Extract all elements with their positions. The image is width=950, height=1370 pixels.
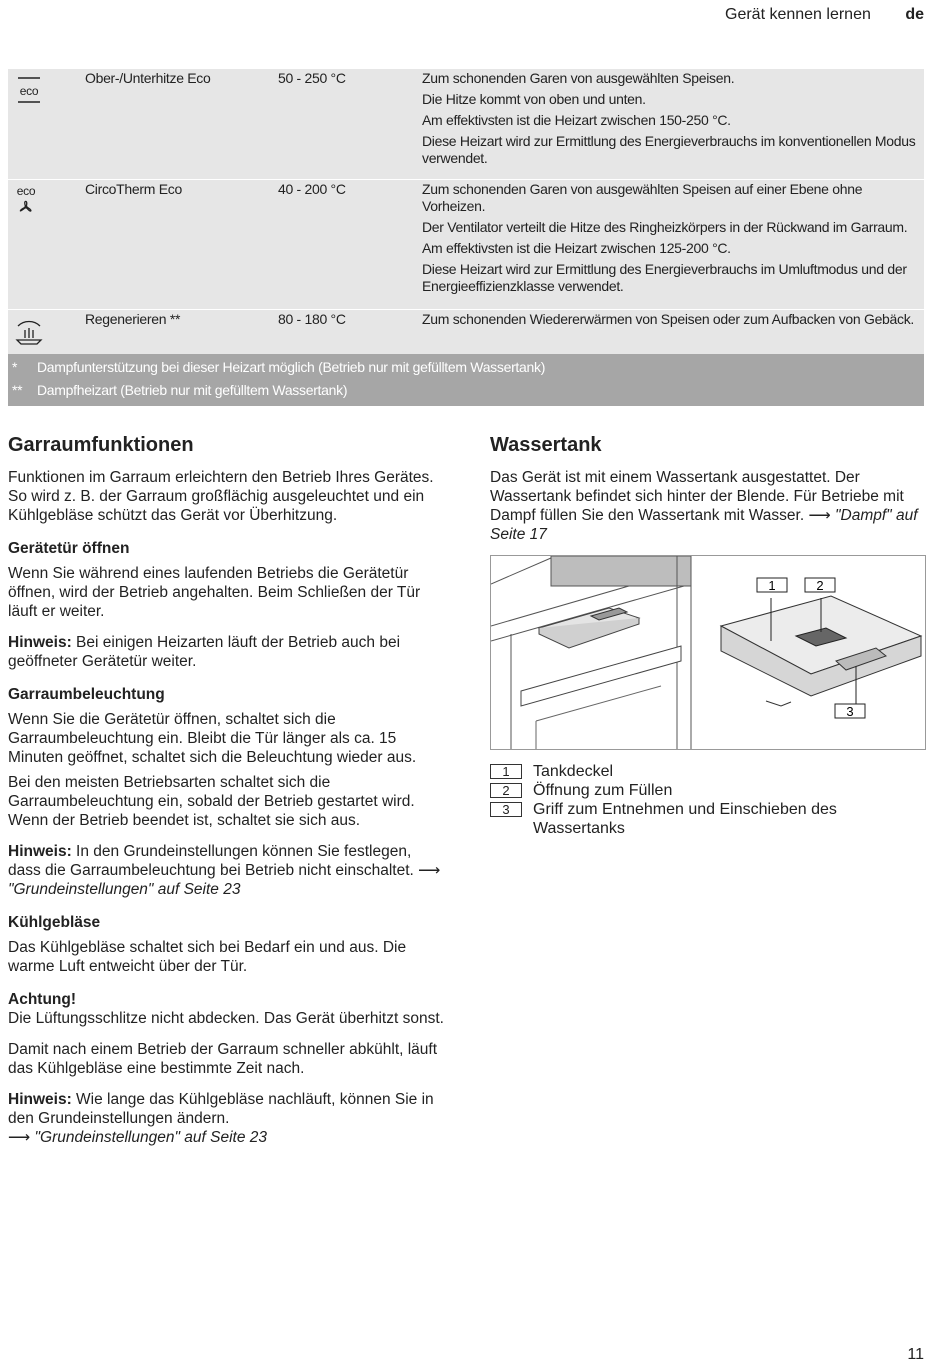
legend-item — [490, 781, 883, 800]
subheading-fan: Kühlgebläse — [8, 914, 101, 931]
cross-reference-link[interactable]: "Grundeinstellungen" auf Seite 23 — [8, 881, 241, 898]
light-paragraph-1: Wenn Sie die Gerätetür öffnen, schaltet sich die Garraumbeleuchtung ein. Bleibt die Tür länger als ca. 15 Minuten geöffnet, schaltet sich die Beleuchtung wieder aus. — [8, 711, 417, 766]
legend-text: Griff zum Entnehmen und Einschieben des Wassertanks — [533, 801, 837, 837]
description-line: Zum schonenden Garen von ausgewählten Speisen auf einer Ebene ohne Vorheizen. — [422, 181, 863, 214]
mode-description — [422, 180, 924, 301]
ober-unterhitze-eco-icon — [14, 73, 44, 107]
hint-label: Hinweis: — [8, 634, 72, 651]
arrow-icon: ⟶ — [808, 507, 831, 524]
hint-label: Hinweis: — [8, 1091, 72, 1108]
description-line: Die Hitze kommt von oben und unten. — [422, 91, 646, 107]
cross-reference-link[interactable]: "Dampf" auf Seite 17 — [490, 507, 918, 543]
description-line: Der Ventilator verteilt die Hitze des Ringheizkörpers in der Rückwand im Garraum. — [422, 219, 908, 235]
section-title: Gerät kennen lernen — [725, 6, 871, 23]
mode-temp: 40 - 200 °C — [278, 181, 346, 197]
light-hint — [8, 842, 448, 899]
regenerieren-icon — [14, 314, 44, 348]
language-code: de — [905, 6, 924, 23]
water-tank-drawing — [491, 556, 925, 749]
wassertank-paragraph — [490, 468, 922, 544]
section-heading-garraumfunktionen: Garraumfunktionen — [8, 434, 194, 456]
callout-label: 3 — [846, 704, 854, 719]
cross-reference-link[interactable]: "Grundeinstellungen" auf Seite 23 — [34, 1129, 268, 1146]
heating-modes-table — [8, 69, 924, 406]
section-heading-wassertank: Wassertank — [490, 434, 602, 456]
legend-item — [490, 762, 883, 781]
legend-text: Öffnung zum Füllen — [533, 782, 673, 799]
footnote-text: Dampfheizart (Betrieb nur mit gefülltem Wassertank) — [37, 382, 348, 398]
mode-name: Ober-/Unterhitze Eco — [85, 70, 211, 86]
svg-text:eco: eco — [19, 84, 39, 98]
water-tank-illustration — [490, 555, 926, 750]
description-line: Am effektivsten ist die Heizart zwischen 125-200 °C. — [422, 240, 731, 256]
footnote-mark: ** — [12, 382, 23, 398]
mode-name: CircoTherm Eco — [85, 181, 182, 197]
legend-number: 1 — [490, 764, 522, 779]
hint-label: Hinweis: — [8, 843, 72, 860]
table-row — [8, 309, 924, 354]
light-paragraph-2: Bei den meisten Betriebsarten schaltet sich die Garraumbeleuchtung ein, sobald der Betrieb gestartet wird. Wenn der Betrieb beendet ist, schaltet sie sich aus. — [8, 774, 415, 829]
table-footnotes — [8, 354, 924, 406]
legend-number: 3 — [490, 802, 522, 817]
description-line: Diese Heizart wird zur Ermittlung des Energieverbrauchs im Umluftmodus und der Energieeffizienzklasse verwendet. — [422, 261, 907, 294]
footnote — [8, 379, 924, 402]
footnote — [8, 356, 924, 379]
table-row — [8, 69, 924, 179]
footnote-text: Dampfunterstützung bei dieser Heizart möglich (Betrieb nur mit gefülltem Wassertank) — [37, 359, 546, 375]
mode-name: Regenerieren ** — [85, 311, 181, 327]
fan-paragraph-1: Das Kühlgebläse schaltet sich bei Bedarf ein und aus. Die warme Luft entweicht über der Tür. — [8, 939, 407, 975]
mode-description — [422, 310, 924, 334]
callout-label: 1 — [768, 578, 776, 593]
table-row — [8, 179, 924, 309]
right-column — [490, 468, 922, 550]
description-line: Diese Heizart wird zur Ermittlung des Energieverbrauchs im konventionellen Modus verwendet. — [422, 133, 916, 166]
warning-heading: Achtung! — [8, 991, 77, 1008]
legend-text: Tankdeckel — [533, 763, 614, 780]
fan-paragraph-2: Damit nach einem Betrieb der Garraum schneller abkühlt, läuft das Kühlgebläse eine bestimmte Zeit nach. — [8, 1041, 438, 1077]
subheading-door: Gerätetür öffnen — [8, 540, 130, 557]
fan-hint — [8, 1090, 448, 1147]
warning-text: Die Lüftungsschlitze nicht abdecken. Das Gerät überhitzt sonst. — [8, 1010, 444, 1027]
door-paragraph: Wenn Sie während eines laufenden Betriebs die Gerätetür öffnen, wird der Betrieb angehalten. Beim Schließen der Tür läuft er weiter. — [8, 565, 421, 620]
hint-text: Wie lange das Kühlgebläse nachläuft, können Sie in den Grundeinstellungen ändern. — [8, 1091, 434, 1127]
legend-number: 2 — [490, 783, 522, 798]
paragraph-text: Das Gerät ist mit einem Wassertank ausgestattet. Der Wassertank befindet sich hinter der Blende. Für Betriebe mit Dampf füllen Sie den Wassertank mit Wasser. — [490, 469, 904, 524]
description-line: Zum schonenden Wiedererwärmen von Speisen oder zum Aufbacken von Gebäck. — [422, 311, 915, 327]
description-line: Zum schonenden Garen von ausgewählten Speisen. — [422, 70, 735, 86]
figure-legend — [490, 762, 883, 838]
legend-item — [490, 800, 883, 838]
hint-text: In den Grundeinstellungen können Sie festlegen, dass die Garraumbeleuchtung bei Betrieb nicht einschaltet. — [8, 843, 414, 879]
mode-temp: 50 - 250 °C — [278, 70, 346, 86]
circotherm-eco-icon — [14, 184, 44, 218]
footnote-mark: * — [12, 359, 18, 375]
page-header — [725, 6, 924, 24]
intro-paragraph: Funktionen im Garraum erleichtern den Betrieb Ihres Gerätes. So wird z. B. der Garraum großflächig ausgeleuchtet und ein Kühlgebläse schützt das Gerät vor Überhitzung. — [8, 469, 434, 524]
subheading-light: Garraumbeleuchtung — [8, 686, 165, 703]
svg-text:eco: eco — [16, 184, 36, 198]
door-hint — [8, 633, 448, 671]
arrow-icon: ⟶ — [8, 1129, 31, 1146]
hint-text: Bei einigen Heizarten läuft der Betrieb auch bei geöffneter Gerätetür weiter. — [8, 634, 401, 670]
arrow-icon: ⟶ — [418, 862, 441, 879]
page-number: 11 — [907, 1346, 924, 1363]
mode-description — [422, 69, 924, 173]
mode-temp: 80 - 180 °C — [278, 311, 346, 327]
left-column — [8, 468, 448, 1153]
description-line: Am effektivsten ist die Heizart zwischen 150-250 °C. — [422, 112, 731, 128]
callout-label: 2 — [816, 578, 824, 593]
